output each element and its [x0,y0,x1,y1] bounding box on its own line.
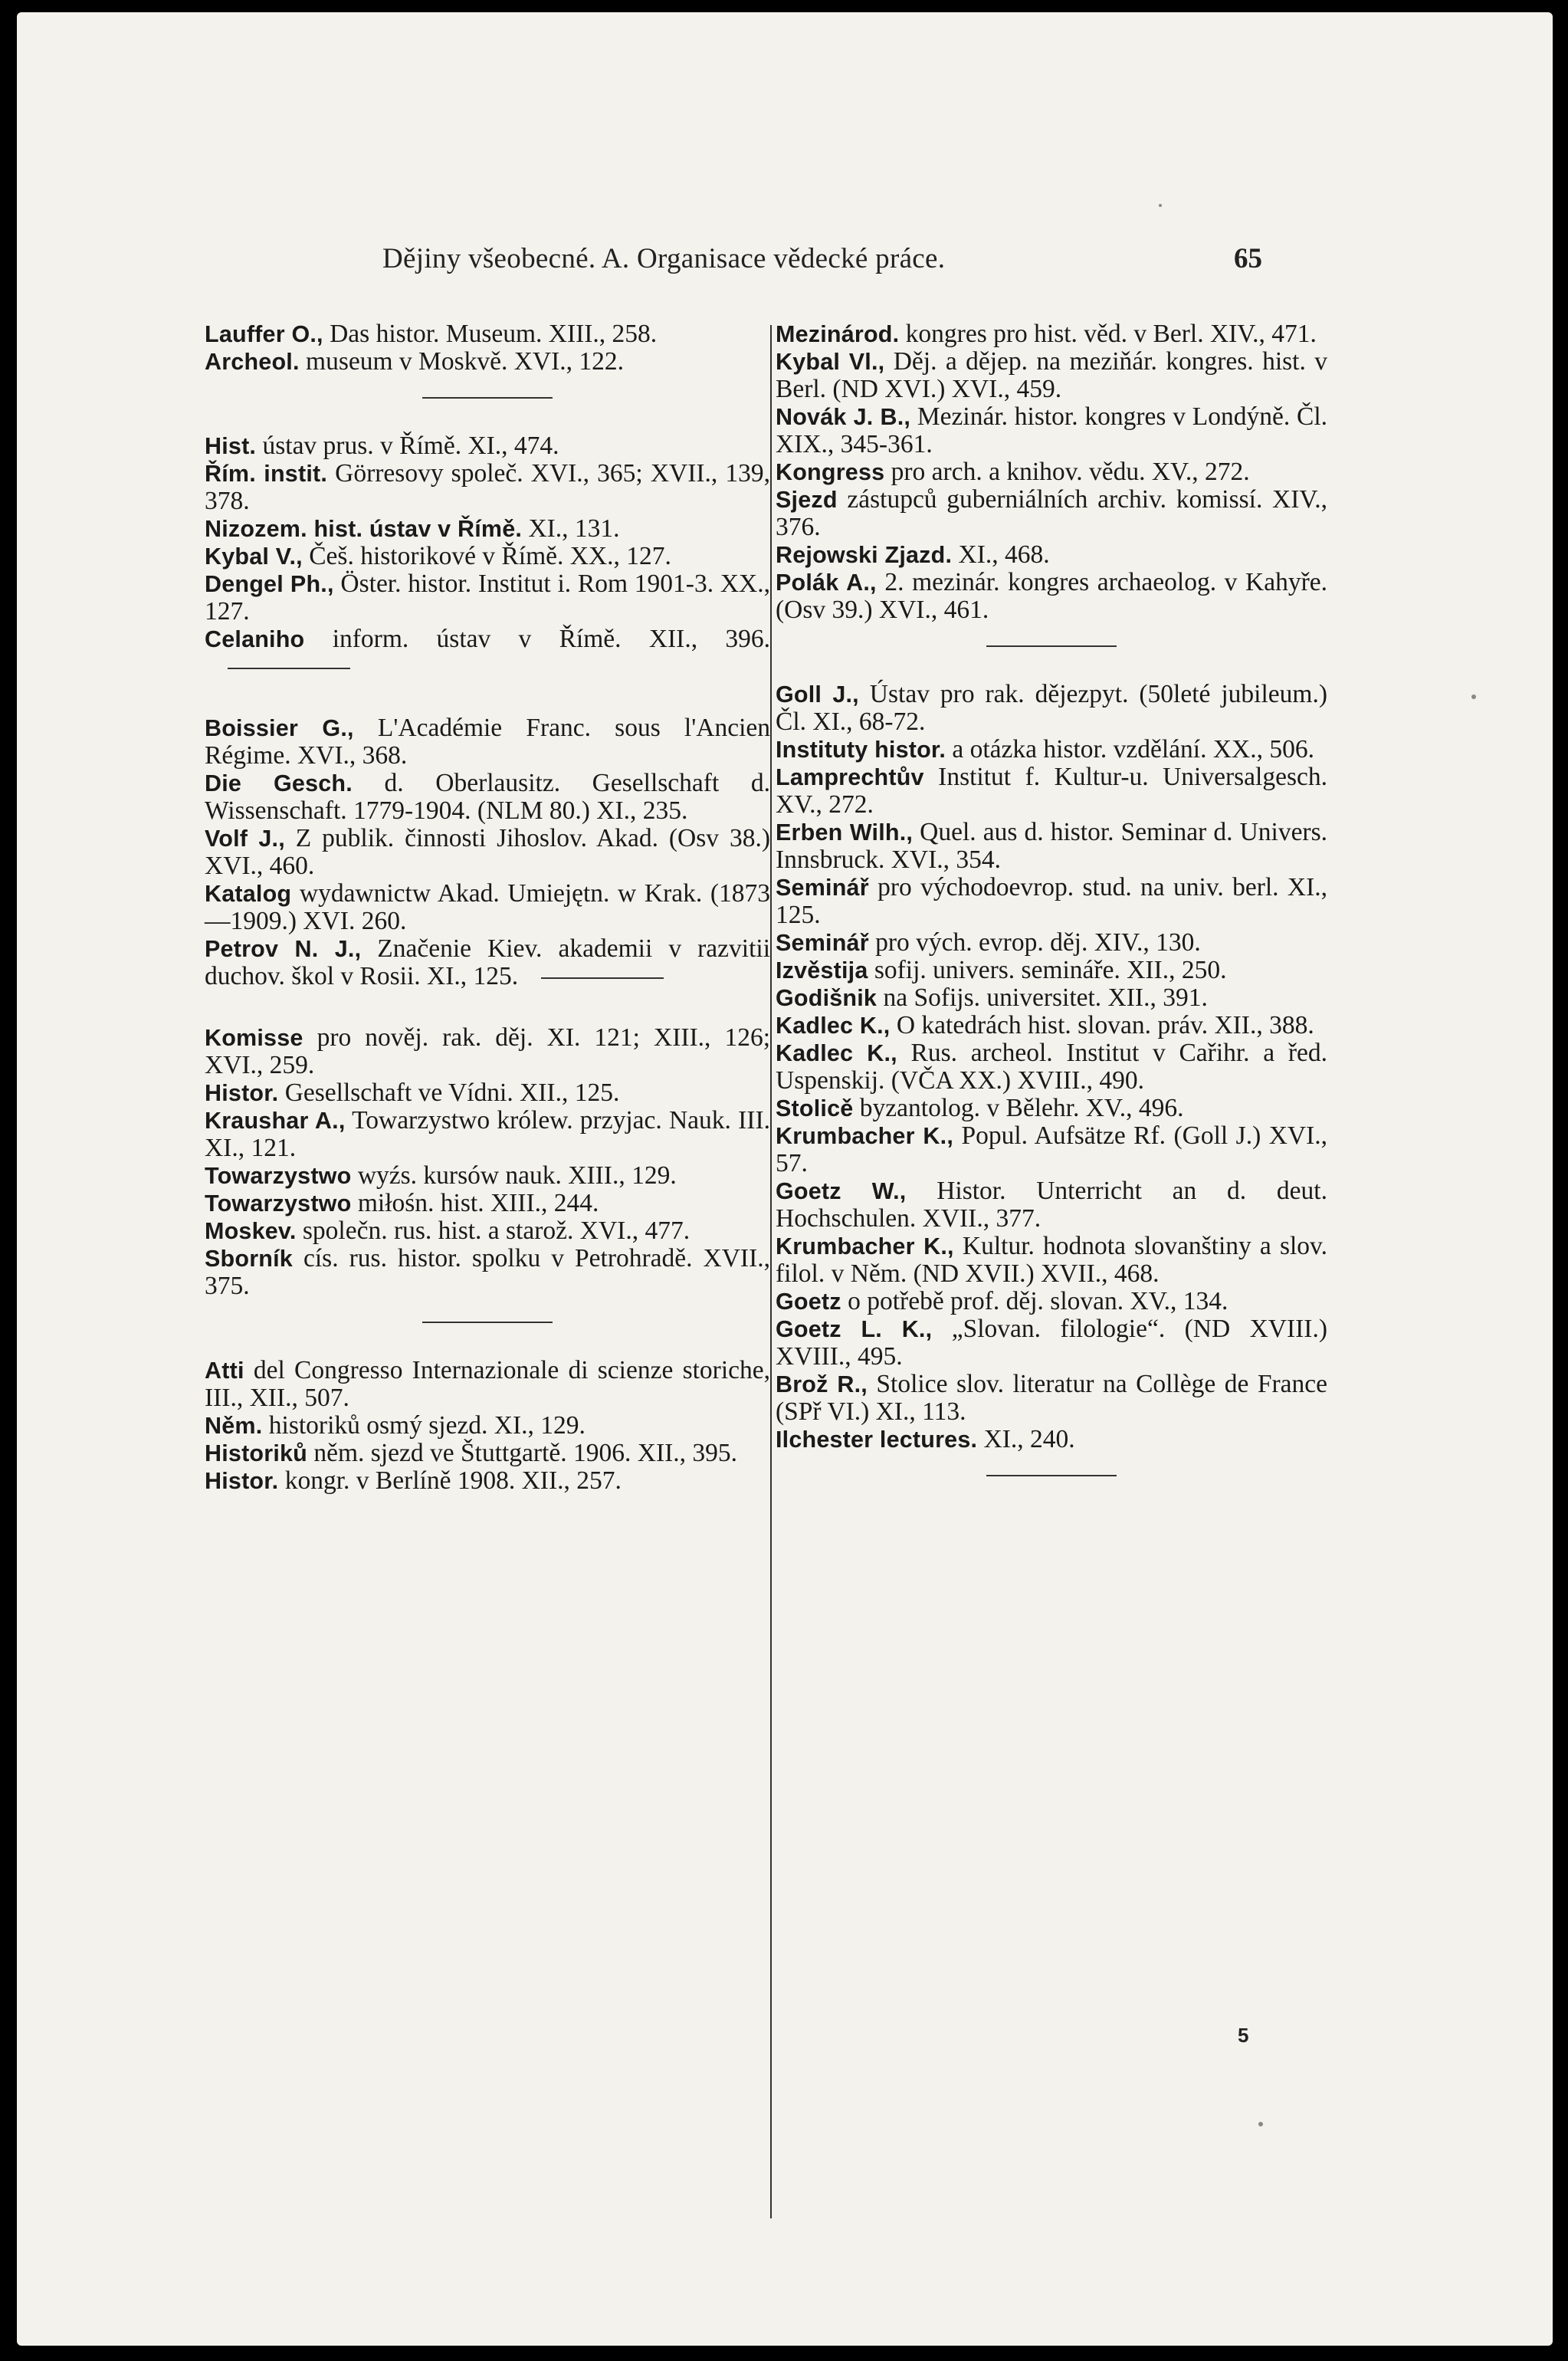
entry-text: wydawnictw Akad. Umiejętn. w Krak. (1873—1909.) XVI. 260. [205,879,770,935]
entry-group-1 [205,320,770,376]
right-column [776,320,1327,1476]
entry-text: miłośn. hist. XIII., 244. [351,1189,599,1217]
index-entry [205,1245,770,1300]
index-entry [776,348,1327,403]
entry-text: historiků osmý sjezd. XI., 129. [262,1411,586,1440]
entry-text: pro východoevrop. stud. na univ. berl. XI., 125. [776,873,1327,929]
entry-text: Popul. Aufsätze Rf. (Goll J.) XVI., 57. [776,1121,1327,1177]
index-entry [776,320,1327,348]
entry-group-3 [205,714,770,990]
entry-heading: Sjezd [776,487,838,513]
entry-text: O katedrách hist. slovan. práv. XII., 388. [890,1011,1314,1039]
entry-heading: Polák A., [776,570,877,596]
entry-group-1 [776,320,1327,624]
index-entry [776,1233,1327,1288]
entry-group-5 [205,1357,770,1495]
entry-text: XI., 131. [522,514,620,543]
index-entry [776,1039,1327,1095]
entry-heading: Krumbacher K., [776,1123,953,1149]
entry-text: inform. ústav v Římě. XII., 396. [304,625,770,653]
entry-heading: Seminář [776,930,869,956]
entry-text: Rus. archeol. Institut v Cařihr. a řed. Uspenskij. (VČA XX.) XVIII., 490. [776,1039,1327,1095]
entry-heading: Kybal V., [205,543,303,570]
entry-text: del Congresso Internazionale di scienze storiche, III., XII., 507. [205,1356,770,1412]
entry-text: Institut f. Kultur-u. Universalgesch. XV., 272. [776,763,1327,819]
entry-text: cís. rus. histor. spolku v Petrohradě. XVII., 375. [205,1244,770,1300]
index-entry [205,320,770,348]
separator-rule [986,1475,1117,1476]
entry-text: XI., 240. [977,1425,1075,1453]
entry-heading: Něm. [205,1413,263,1439]
entry-text: pro arch. a knihov. vědu. XV., 272. [884,458,1250,486]
entry-heading: Rejowski Zjazd. [776,542,953,568]
entry-text: Značenie Kiev. akademii v razvitii duchov. škol v Rosii. XI., 125. [205,934,770,990]
entry-text: Görresovy společ. XVI., 365; XVII., 139, 378. [205,459,771,515]
index-entry [776,763,1327,819]
entry-heading: Towarzystwo [205,1190,352,1217]
index-entry [776,541,1327,569]
entry-text: ústav prus. v Římě. XI., 474. [256,432,559,460]
left-column [205,320,770,1495]
separator-rule [541,977,664,979]
entry-text: společn. rus. hist. a starož. XVI., 477. [296,1217,691,1245]
entry-heading: Erben Wilh., [776,819,914,846]
entry-group-4 [205,1024,770,1300]
entry-heading: Goll J., [776,681,859,708]
entry-heading: Petrov N. J., [205,936,362,962]
entry-heading: Towarzystwo [205,1163,352,1189]
index-entry [205,1357,770,1412]
entry-text: „Slovan. filologie“. (ND XVIII.) XVIII., 495. [776,1315,1327,1371]
index-entry [205,543,770,570]
entry-heading: Moskev. [205,1218,297,1244]
entry-text: Stolice slov. literatur na Collège de France (SPř VI.) XI., 113. [776,1370,1327,1426]
entry-heading: Kongress [776,459,885,485]
entry-heading: Histor. [205,1468,279,1494]
entry-text: museum v Moskvě. XVI., 122. [299,347,625,376]
index-entry [205,1217,770,1245]
index-entry [205,460,770,515]
entry-heading: Lauffer O., [205,321,323,347]
index-entry [776,1012,1327,1039]
index-entry [776,1371,1327,1426]
index-entry [205,1024,770,1079]
entry-text: Ústav pro rak. dějezpyt. (50leté jubileum.) Čl. XI., 68-72. [776,680,1327,736]
entry-heading: Atti [205,1358,244,1384]
index-entry [776,681,1327,736]
entry-heading: Lamprechtův [776,764,924,790]
entry-text: Mezinár. histor. kongres v Londýně. Čl. XIX., 345-361. [776,402,1328,458]
index-entry [205,515,770,543]
entry-heading: Sborník [205,1246,293,1272]
book-page [17,12,1553,2346]
column-divider [770,325,772,2218]
entry-heading: Nizozem. hist. ústav v Římě. [205,516,523,542]
entry-text: byzantolog. v Bělehr. XV., 496. [853,1094,1184,1122]
entry-text: zástupců guberniálních archiv. komissí. XIV., 376. [776,485,1327,541]
entry-text: L'Académie Franc. sous l'Ancien Régime. XVI., 368. [205,714,770,770]
index-entry [776,1288,1327,1315]
entry-text: pro vých. evrop. děj. XIV., 130. [868,928,1201,957]
index-entry [205,1162,770,1190]
entry-text: Quel. aus d. histor. Seminar d. Univers. Innsbruck. XVI., 354. [776,818,1328,874]
index-entry [205,1107,770,1162]
entry-heading: Hist. [205,433,257,459]
entry-heading: Kadlec K., [776,1040,897,1066]
index-entry [776,819,1327,874]
entry-text: Děj. a dějep. na meziňár. kongres. hist. v Berl. (ND XVI.) XVI., 459. [776,347,1327,403]
entry-heading: Novák J. B., [776,404,911,430]
index-entry [776,929,1327,957]
index-entry [205,1412,770,1440]
entry-heading: Izvěstija [776,957,868,983]
entry-heading: Mezinárod. [776,321,900,347]
entry-heading: Kraushar A., [205,1108,346,1134]
entry-heading: Goetz [776,1289,841,1315]
index-entry [205,1079,770,1107]
printer-signature: 5 [1238,2024,1249,2047]
index-entry [776,1095,1327,1122]
index-entry [205,570,770,626]
index-entry [205,825,770,880]
entry-text: Z publik. činnosti Jihoslov. Akad. (Osv 38.) XVI., 460. [205,824,770,880]
entry-heading: Histor. [205,1080,279,1106]
entry-heading: Goetz L. K., [776,1316,933,1342]
entry-heading: Katalog [205,881,292,907]
entry-text: na Sofijs. universitet. XII., 391. [877,983,1208,1012]
entry-heading: Brož R., [776,1371,868,1397]
index-entry [776,984,1327,1012]
index-entry [205,626,770,681]
index-entry [205,770,770,825]
entry-heading: Volf J., [205,826,285,852]
page-number: 65 [1234,243,1262,274]
index-entry [205,1440,770,1467]
entry-text: sofij. univers. semináře. XII., 250. [868,956,1227,984]
index-entry [776,874,1327,929]
entry-heading: Godišnik [776,985,877,1011]
entry-heading: Archeol. [205,349,300,375]
entry-text: Histor. Unterricht an d. deut. Hochschulen. XVII., 377. [776,1177,1327,1233]
separator-rule [228,668,350,669]
entry-text: Das histor. Museum. XIII., 258. [323,320,658,348]
running-title: Dějiny všeobecné. A. Organisace vědecké práce. [382,243,946,274]
index-entry [776,1426,1327,1453]
entry-text: Kultur. hodnota slovanštiny a slov. filol. v Něm. (ND XVII.) XVII., 468. [776,1232,1327,1288]
index-entry [776,957,1327,984]
index-entry [205,348,770,376]
entry-heading: Stolicě [776,1095,854,1121]
entry-heading: Kadlec K., [776,1013,891,1039]
entry-text: Towarzystwo królew. przyjac. Nauk. III. XI., 121. [205,1106,770,1162]
entry-text: a otázka histor. vzdělání. XX., 506. [946,735,1314,763]
entry-heading: Ilchester lectures. [776,1427,978,1453]
entry-heading: Dengel Ph., [205,571,334,597]
entry-heading: Krumbacher K., [776,1233,954,1259]
index-entry [776,1122,1327,1177]
index-entry [205,880,770,935]
index-entry [205,935,770,990]
entry-text: kongr. v Berlíně 1908. XII., 257. [278,1466,622,1495]
index-entry [776,1177,1327,1233]
entry-heading: Historiků [205,1440,307,1466]
entry-text: pro nověj. rak. děj. XI. 121; XIII., 126; XVI., 259. [205,1023,770,1079]
entry-heading: Boissier G., [205,715,354,741]
entry-heading: Komisse [205,1025,303,1051]
index-entry [205,1467,770,1495]
index-entry [205,714,770,770]
index-entry [205,432,770,460]
paper-speck [1471,695,1476,699]
entry-heading: Instituty histor. [776,737,946,763]
entry-heading: Řím. instit. [205,461,328,487]
entry-heading: Celaniho [205,626,305,652]
paper-speck [1159,204,1162,207]
entry-group-2 [205,432,770,681]
entry-text: 2. mezinár. kongres archaeolog. v Kahyře. (Osv 39.) XVI., 461. [776,568,1327,624]
entry-heading: Seminář [776,875,869,901]
entry-text: wyźs. kursów nauk. XIII., 129. [351,1161,677,1190]
entry-group-2 [776,681,1327,1453]
entry-text: něm. sjezd ve Štuttgartě. 1906. XII., 395. [307,1439,738,1467]
paper-speck [1258,2122,1263,2126]
index-entry [776,486,1327,541]
index-entry [776,736,1327,763]
index-entry [776,403,1327,458]
page-header [17,242,1553,288]
entry-text: Öster. histor. Institut i. Rom 1901-3. XX., 127. [205,570,770,626]
entry-text: d. Oberlausitz. Gesellschaft d. Wissenschaft. 1779-1904. (NLM 80.) XI., 235. [205,769,771,825]
index-entry [776,458,1327,486]
entry-text: Češ. historikové v Římě. XX., 127. [302,542,671,570]
entry-text: kongres pro hist. věd. v Berl. XIV., 471. [899,320,1317,348]
entry-text: o potřebě prof. děj. slovan. XV., 134. [841,1287,1228,1315]
entry-heading: Kybal Vl., [776,349,885,375]
index-entry [205,1190,770,1217]
entry-heading: Goetz W., [776,1178,907,1204]
entry-text: Gesellschaft ve Vídni. XII., 125. [278,1079,620,1107]
index-entry [776,569,1327,624]
index-entry [776,1315,1327,1371]
entry-heading: Die Gesch. [205,770,353,796]
entry-text: XI., 468. [952,540,1050,569]
